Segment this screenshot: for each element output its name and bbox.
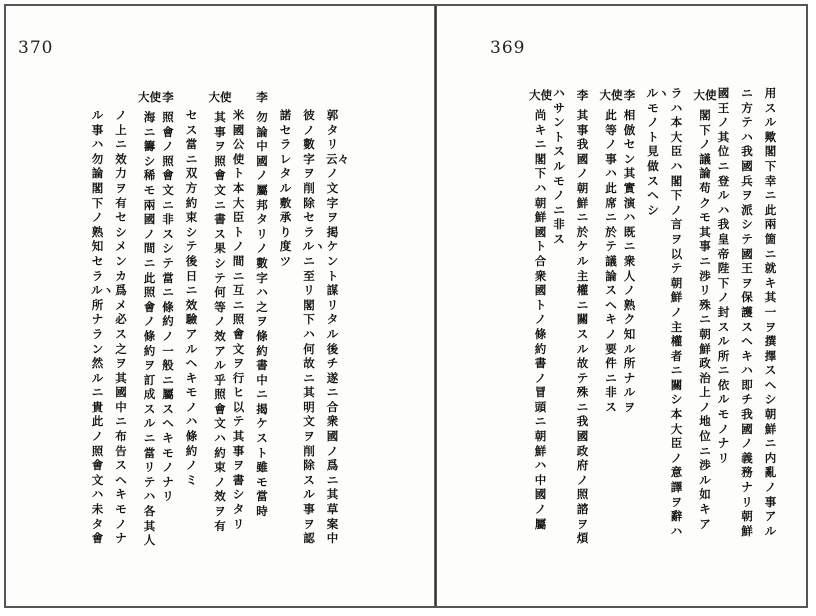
column-text: 用スル歟閣下幸ニ此兩箇ニ就キ其一ヲ撰擇スヘシ朝鮮ニ内亂ノ事アル [764, 86, 777, 538]
speaker-label: 大使 [693, 88, 717, 102]
speaker-label: 大使 [138, 90, 161, 104]
speaker-label: 李 [623, 88, 636, 102]
text-column [209, 90, 232, 533]
text-column [138, 90, 161, 548]
text-column [694, 88, 717, 531]
column-text: ルヽモノト見做スヘシ [646, 86, 670, 217]
speaker-label: 李 [256, 90, 268, 104]
page-number-right: 369 [490, 38, 526, 58]
text-column [553, 86, 566, 247]
column-text: ノ上ニ效力ヲ有セシメンカ爲メ必ス之ヲ其國中ニ布告スヘキモノナ [115, 108, 127, 546]
page-number-left: 370 [18, 38, 54, 58]
book-spread [4, 4, 808, 608]
text-column [529, 88, 552, 531]
column-text: 其事我國ノ朝鮮ニ於ケル主權ニ關スル故テ殊ニ我國政府ノ照諮ヲ煩 [576, 108, 589, 546]
column-text: 米國公使ト本大臣トノ間ニ互ニ照會文ヲ行ヒ以テ其事ヲ書シタリ [232, 108, 245, 531]
column-text: セス當ニ双方約束シテ後日ニ效驗アルヘキモノハ條約ノミ [185, 108, 198, 487]
text-column [576, 88, 589, 546]
column-text: ニ方テハ我國兵ヲ派シテ國王ヲ保護スヘキハ即チ我國ノ義務ナリ朝鮮 [741, 86, 753, 538]
column-text: 海ニ籌シ稀モ兩國ノ間ニ此照會ノ條約ヲ訂成スルニ當リテハ各其人 [143, 110, 156, 548]
text-column [600, 88, 623, 414]
text-column [623, 88, 636, 414]
text-column [741, 86, 754, 538]
column-text: 相倣セン其實演ハ既ニ衆人ノ熟ク知ル所ナルヲ [623, 108, 636, 414]
speaker-label: 大使 [208, 90, 232, 104]
column-text: 其事ヲ照會文ニ書ス果シテ何等ノ效アル乎照會文ハ約束ノ效ヲ有 [214, 110, 226, 533]
text-column [91, 108, 114, 546]
speaker-label: 大使 [599, 88, 623, 102]
text-column [646, 86, 670, 217]
book-gutter [434, 6, 437, 606]
text-column [256, 90, 269, 519]
column-text: ラハ本大臣ハ閣下ノ言ヲ以テ朝鮮ノ主權者ニ關シ本大臣ノ意譯ヲ辭ハ [670, 86, 683, 538]
left-page [6, 6, 434, 606]
column-text: 閣下ノ議論苟クモ其事ニ渉リ殊ニ朝鮮政治上ノ地位ニ渉ル如キア [699, 108, 711, 531]
text-column [232, 108, 245, 531]
speaker-label: 李 [162, 90, 174, 104]
text-column [279, 108, 292, 269]
column-text: 國王ノ其位ニ登ルハ我皇帝陛下ノ封スル所ニ依ルモノナリ [717, 86, 730, 465]
column-text: 此等ノ事ハ此席ニ於テ議論スヘキノ要件ニ非ス [605, 108, 617, 414]
column-text: ハサントスルモノニ非ス [553, 86, 565, 246]
text-column [115, 108, 128, 546]
column-text: 勿論中國ノ屬邦タリノ數字ハ之ヲ條約書中ニ揭ケスト雖モ當時 [256, 110, 268, 519]
text-column [302, 108, 326, 546]
text-column [717, 86, 730, 465]
speaker-label: 李 [576, 88, 589, 102]
column-text: 彼ノ數字ヲ削除セラルヽニ至リ閣下ハ何故ニ其明文ヲ削除スル事ヲ認 [302, 108, 326, 546]
column-text: 諾セラレタル敷承り度ツ [279, 108, 292, 268]
column-text: 郭タリ云々ノ文字ヲ掲ケント謀リタル後チ遂ニ合衆國ノ爲ニ其草案中 [326, 108, 349, 546]
text-column [162, 90, 175, 504]
right-page [438, 6, 806, 606]
speaker-label: 大使 [529, 88, 552, 102]
column-text: 照會ノ照會文ニ非スシテ當ニ條約ノ一般ニ屬スヘキモノナリ [162, 110, 174, 504]
text-column [670, 86, 683, 538]
text-column [326, 108, 349, 546]
text-column [185, 108, 198, 487]
text-column [764, 86, 777, 538]
column-text: ル事ハ勿論閣下ノ熟知セラルヽ所ナラン然ルニ貴此ノ照會文ハ未タ會 [91, 108, 114, 546]
column-text: 尚キニ閣下ハ朝鮮國ト合衆國トノ條約書ノ冒頭ニ朝鮮ハ中國ノ屬 [534, 108, 547, 531]
